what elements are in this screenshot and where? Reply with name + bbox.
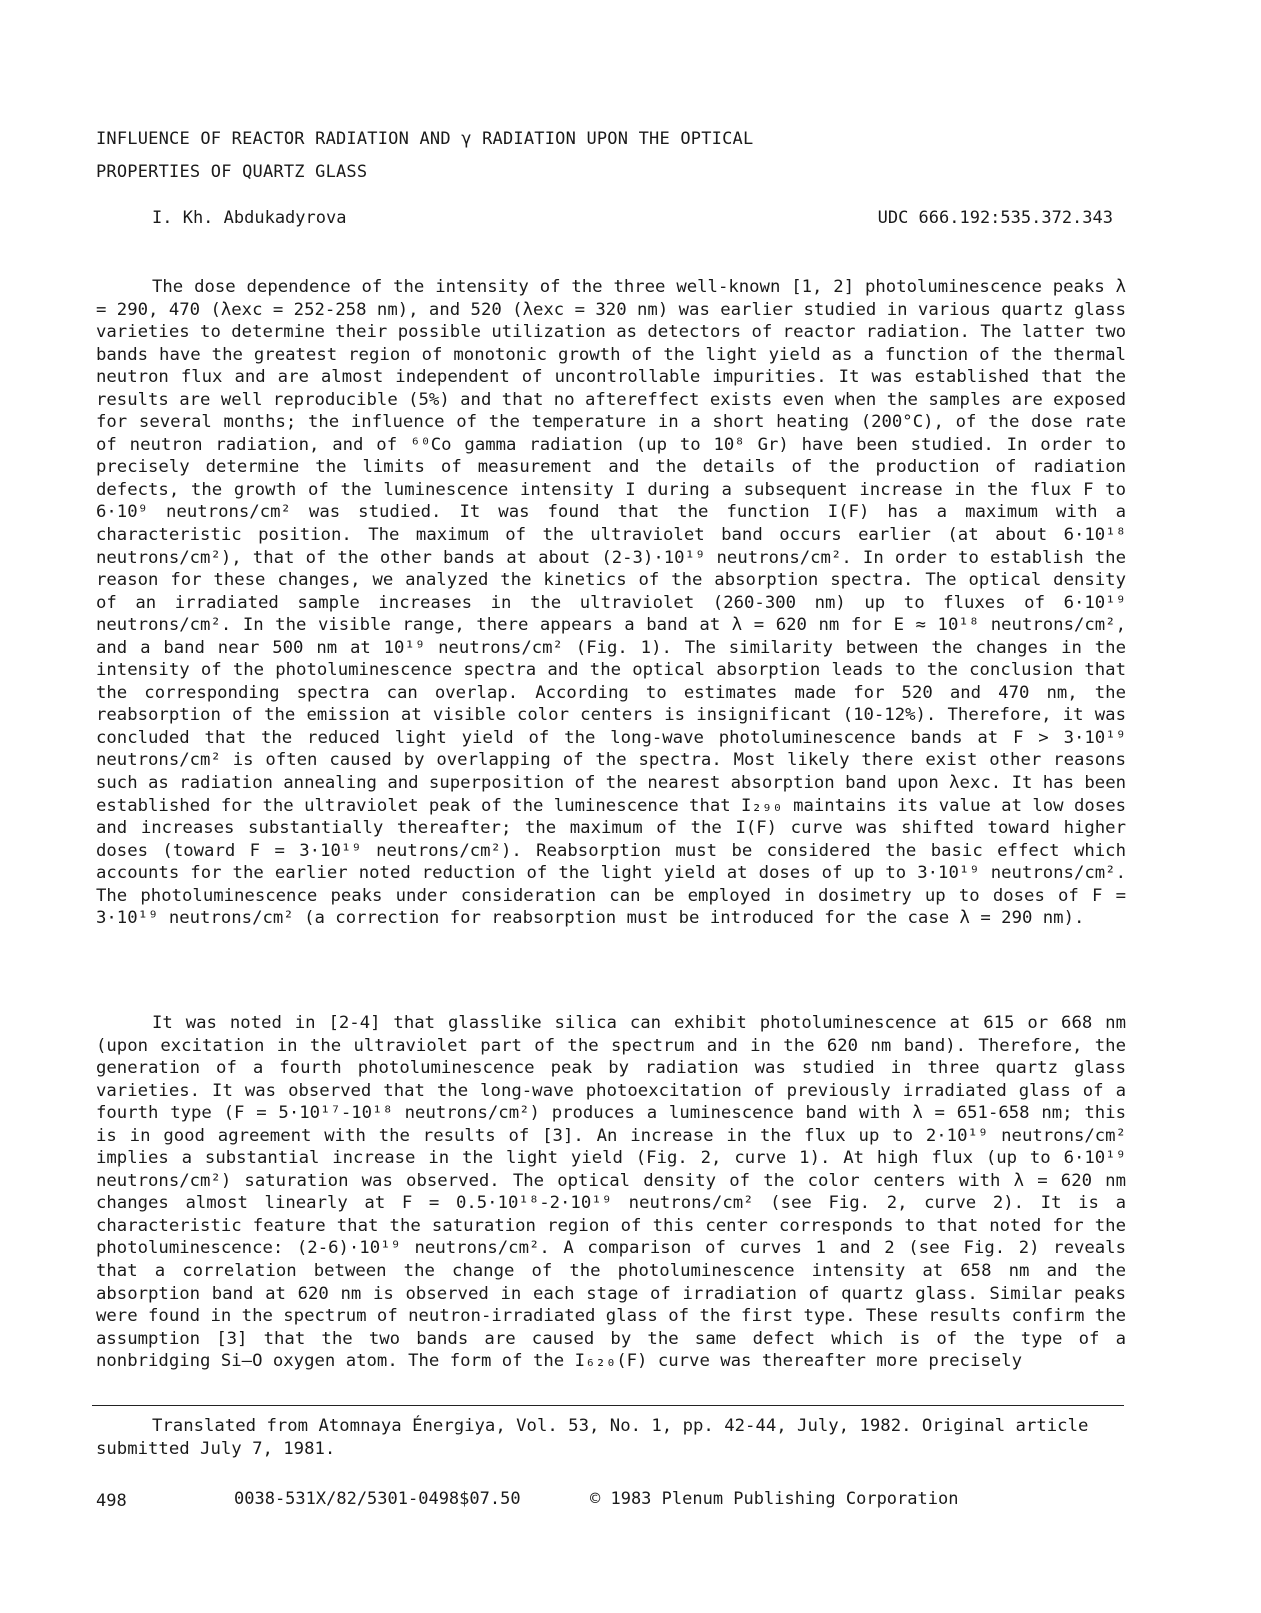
copyright-notice: © 1983 Plenum Publishing Corporation [590, 1489, 959, 1509]
body-paragraph-1: The dose dependence of the intensity of the three well-known [1, 2] photoluminescence peaks λ = 290, 470 (λexc = 252-258 nm), and 520 (λexc = 320 nm) was earlier studied in various quartz glass varieties to determine their possible utilization as detectors of reactor radiation. The latter two bands have the greatest region of monotonic growth of the light yield as a function of the thermal neutron flux and are almost independent of uncontrollable impurities. It was established that the results are well reproducible (5%) and that no aftereffect exists even when the samples are exposed for several months; the influence of the temperature in a short heating (200°C), of the dose rate of neutron radiation, and of ⁶⁰Co gamma radiation (up to 10⁸ Gr) have been studied. In order to precisely determine the limits of measurement and the details of the production of radiation defects, the growth of the luminescence intensity I during a subsequent increase in the flux F to 6·10⁹ neutrons/cm² was studied. It was found that the function I(F) has a maximum with a characteristic position. The maximum of the ultraviolet band occurs earlier (at about 6·10¹⁸ neutrons/cm²), that of the other bands at about (2-3)·10¹⁹ neutrons/cm². In order to establish the reason for these changes, we analyzed the kinetics of the absorption spectra. The optical density of an irradiated sample increases in the ultraviolet (260-300 nm) up to fluxes of 6·10¹⁹ neutrons/cm². In the visible range, there appears a band at λ = 620 nm for E ≈ 10¹⁸ neutrons/cm², and a band near 500 nm at 10¹⁹ neutrons/cm² (Fig. 1). The similarity between the changes in the intensity of the photoluminescence spectra and the optical absorption leads to the conclusion that the corresponding spectra can overlap. According to estimates made for 520 and 470 nm, the reabsorption of the emission at visible color centers is insignificant (10-12%). Therefore, it was concluded that the reduced light yield of the long-wave photoluminescence bands at F > 3·10¹⁹ neutrons/cm² is often caused by overlapping of the spectra. Most likely there exist other reasons such as radiation annealing and superposition of the nearest absorption band upon λexc. It has been established for the ultraviolet peak of the luminescence that I₂₉₀ maintains its value at low doses and increases substantially thereafter; the maximum of the I(F) curve was shifted toward higher doses (toward F = 3·10¹⁹ neutrons/cm²). Reabsorption must be considered the basic effect which accounts for the earlier noted reduction of the light yield at doses of up to 3·10¹⁹ neutrons/cm². The photoluminescence peaks under consideration can be employed in dosimetry up to doses of F = 3·10¹⁹ neutrons/cm² (a correction for reabsorption must be introduced for the case λ = 290 nm). [96, 277, 1127, 929]
title-line-1: INFLUENCE OF REACTOR RADIATION AND γ RADIATION UPON THE OPTICAL [96, 129, 754, 149]
title-line-2: PROPERTIES OF QUARTZ GLASS [96, 162, 368, 182]
translation-footnote: Translated from Atomnaya Énergiya, Vol. 53, No. 1, pp. 42-44, July, 1982. Original article submitted July 7, 1981. [96, 1416, 1089, 1459]
footnote-divider [92, 1405, 1124, 1406]
author-name: I. Kh. Abdukadyrova [152, 208, 347, 228]
article-code: 0038-531X/82/5301-0498$07.50 [234, 1489, 521, 1509]
page-number: 498 [96, 1491, 127, 1511]
body-paragraph-2: It was noted in [2-4] that glasslike silica can exhibit photoluminescence at 615 or 668 nm (upon excitation in the ultraviolet part of the spectrum and in the 620 nm band). Therefore, the generation of a fourth photoluminescence peak by radiation was studied in three quartz glass varieties. It was observed that the long-wave photoexcitation of previously irradiated glass of a fourth type (F = 5·10¹⁷-10¹⁸ neutrons/cm²) produces a luminescence band with λ = 651-658 nm; this is in good agreement with the results of [3]. An increase in the flux up to 2·10¹⁹ neutrons/cm² implies a substantial increase in the light yield (Fig. 2, curve 1). At high flux (up to 6·10¹⁹ neutrons/cm²) saturation was observed. The optical density of the color centers with λ = 620 nm changes almost linearly at F = 0.5·10¹⁸-2·10¹⁹ neutrons/cm² (see Fig. 2, curve 2). It is a characteristic feature that the saturation region of this center corresponds to that noted for the photoluminescence: (2-6)·10¹⁹ neutrons/cm². A comparison of curves 1 and 2 (see Fig. 2) reveals that a correlation between the change of the photoluminescence intensity at 658 nm and the absorption band at 620 nm is observed in each stage of irradiation of quartz glass. Similar peaks were found in the spectrum of neutron-irradiated glass of the first type. These results confirm the assumption [3] that the two bands are caused by the same defect which is of the type of a nonbridging Si—O oxygen atom. The form of the I₆₂₀(F) curve was thereafter more precisely [96, 1013, 1127, 1372]
udc-code: UDC 666.192:535.372.343 [877, 208, 1113, 228]
